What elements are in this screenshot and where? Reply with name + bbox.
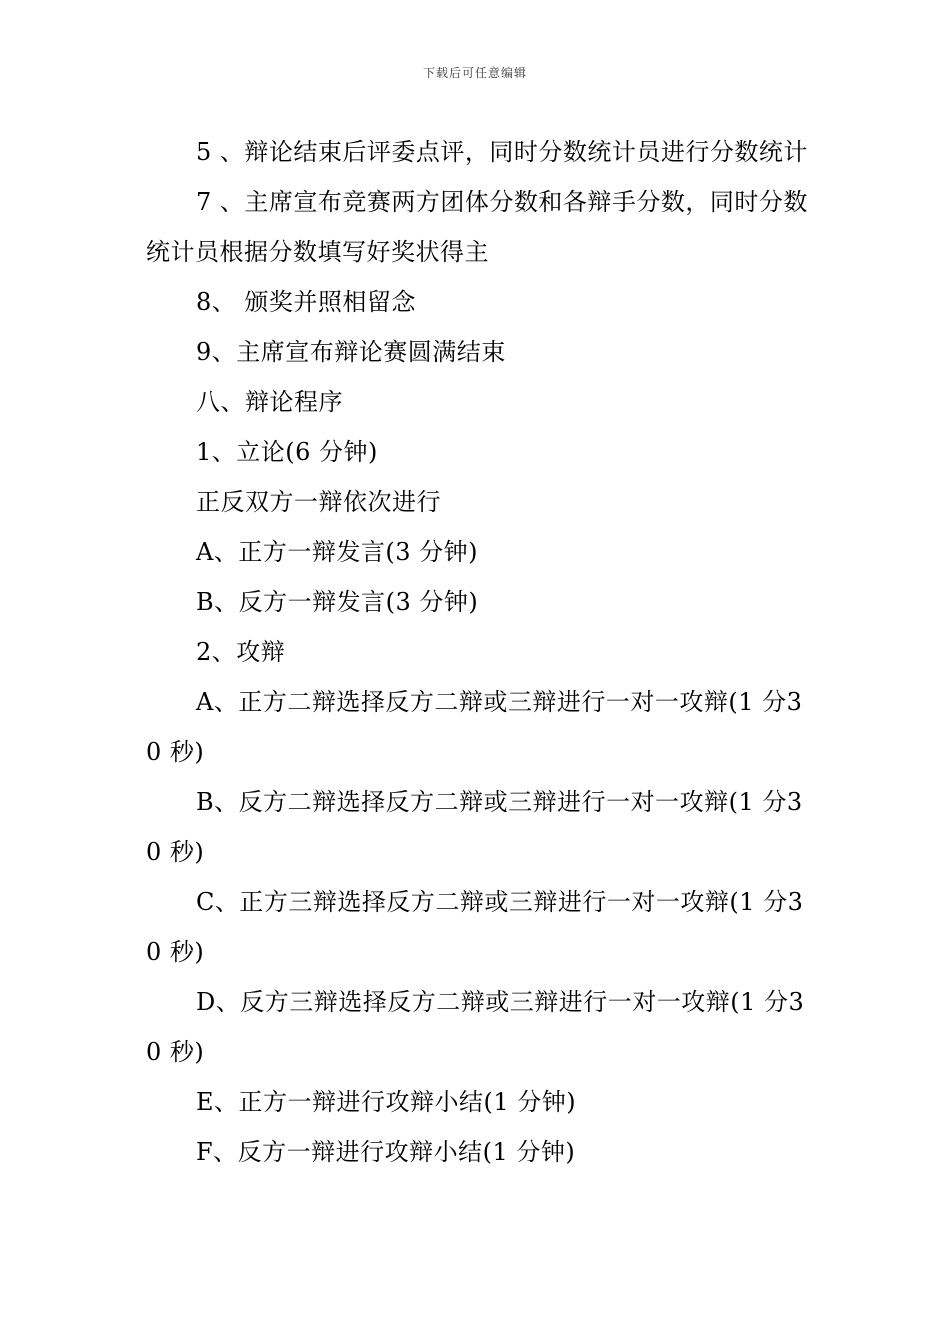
paragraph-awards: 8、 颁奖并照相留念: [196, 288, 416, 316]
paragraph-first-speakers: 正反双方一辩依次进行: [196, 488, 441, 516]
paragraph-cross-exam: 2、攻辩: [196, 638, 286, 666]
paragraph-affirmative-first: A、正方一辩发言(3 分钟): [196, 538, 478, 566]
paragraph-closing: 9、主席宣布辩论赛圆满结束: [196, 338, 506, 366]
paragraph-cross-exam-a: A、正方二辩选择反方二辩或三辩进行一对一攻辩(1 分30 秒): [146, 688, 803, 766]
paragraph-summary-e: E、正方一辩进行攻辩小结(1 分钟): [196, 1088, 577, 1116]
paragraph-announce-scores: 7 、主席宣布竞赛两方团体分数和各辩手分数，同时分数统计员根据分数填写好奖状得主: [146, 188, 808, 266]
paragraph-summary-f: F、反方一辩进行攻辩小结(1 分钟): [196, 1138, 576, 1166]
paragraph-score-tally: 5 、辩论结束后评委点评，同时分数统计员进行分数统计: [196, 138, 808, 166]
paragraph-cross-exam-d: D、反方三辩选择反方二辩或三辩进行一对一攻辩(1 分30 秒): [146, 988, 805, 1066]
section-heading-debate-procedure: 八、辩论程序: [196, 388, 343, 416]
paragraph-negative-first: B、反方一辩发言(3 分钟): [196, 588, 479, 616]
paragraph-cross-exam-c: C、正方三辩选择反方二辩或三辩进行一对一攻辩(1 分30 秒): [146, 888, 804, 966]
document-body: [146, 127, 814, 1177]
paragraph-cross-exam-b: B、反方二辩选择反方二辩或三辩进行一对一攻辩(1 分30 秒): [146, 788, 803, 866]
page-header: 下载后可任意编辑: [422, 66, 527, 80]
paragraph-opening-statement: 1、立论(6 分钟): [196, 438, 378, 466]
